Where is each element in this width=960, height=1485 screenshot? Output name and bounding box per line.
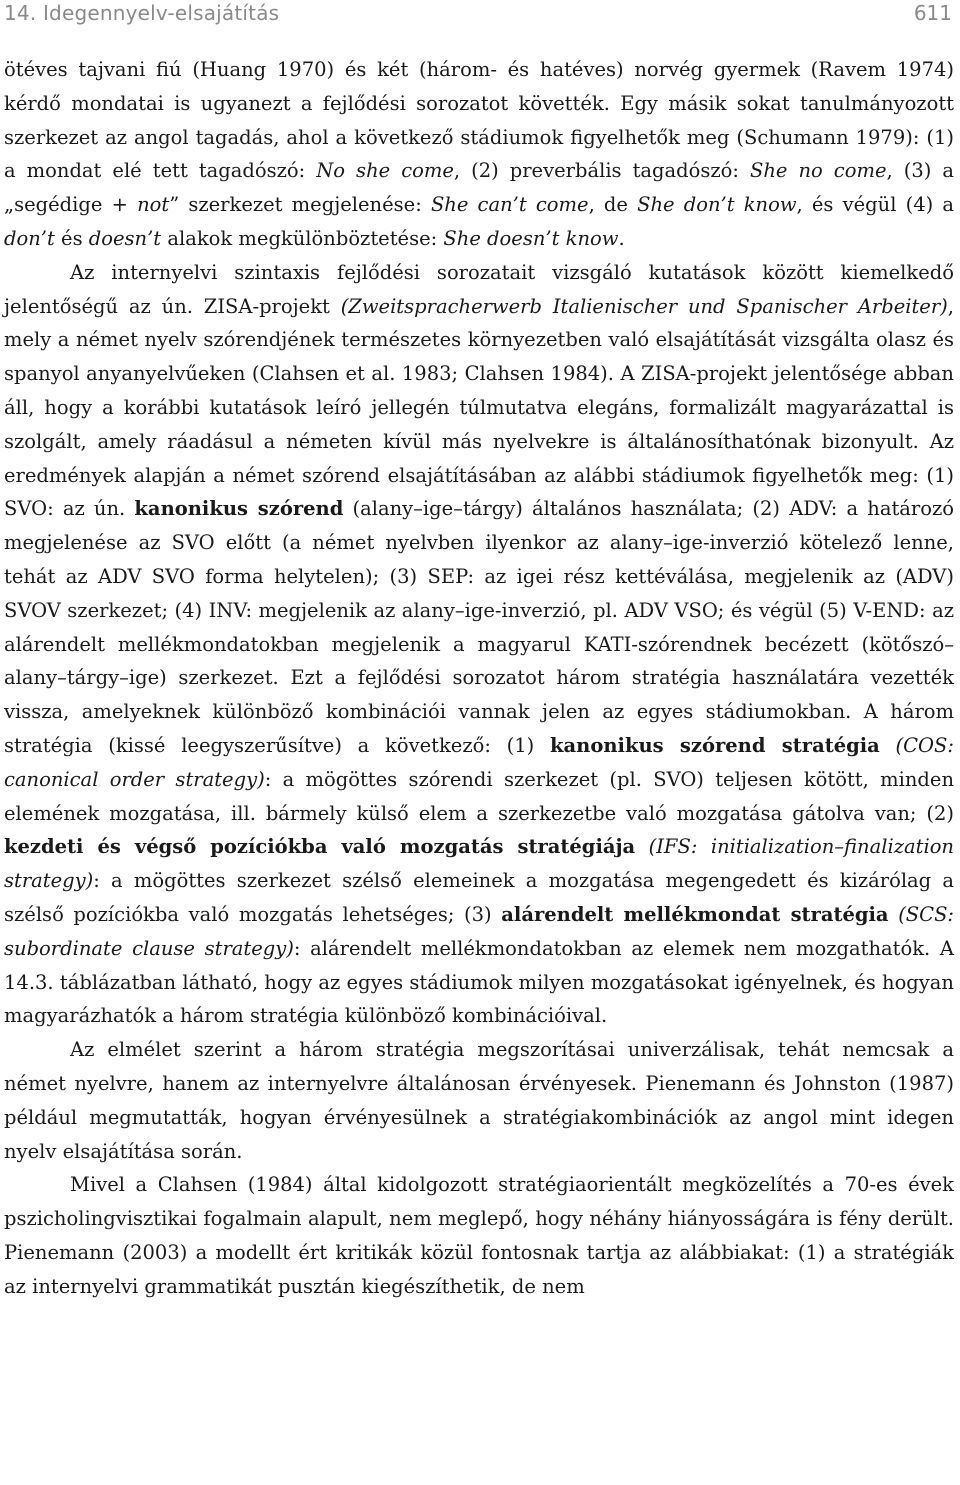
italic-text: doesn’t xyxy=(88,226,162,250)
paragraph-4 xyxy=(4,1168,954,1303)
text-run: , (2) preverbális tagadószó: xyxy=(453,159,750,183)
text-run: ” szerkezet megjelenése: xyxy=(169,193,431,217)
text-run: : alárendelt mellékmondatokban az elemek nem mozgathatók. A 14.3. táblázatban látható, hogy az egyes stádiumok milyen mozgatásokat igényelnek, és hogyan magyarázhatók a három stratégia különböző kombinációival. xyxy=(4,936,954,1028)
text-run: , és végül (4) a xyxy=(796,193,955,217)
italic-text: not xyxy=(137,193,170,217)
bold-term: kanonikus szórend xyxy=(134,497,344,521)
page-number: 611 xyxy=(913,1,952,25)
paragraph-3 xyxy=(4,1033,954,1168)
text-run: Mivel a Clahsen (1984) által kidolgozott stratégiaorientált megközelítés a 70-es évek pszicholingvisztikai fogalmain alapult, nem meglepő, hogy néhány hiányosságára is fény derült. Pienemann (2003) a modellt ért kritikák közül fontosnak tartja az alábbiakat: (1) a stratégiák az internyelvi grammatikát pusztán kiegészíthetik, de nem xyxy=(4,1173,954,1298)
text-run: . xyxy=(618,226,625,250)
text-run: és xyxy=(54,226,89,250)
text-run: : a mögöttes szerkezet szélső elemeinek a mozgatása megengedett és kizárólag a szélső pozíciókba való mozgatás lehetséges; (3) xyxy=(4,869,954,926)
text-run xyxy=(635,835,648,858)
italic-text: (COS: canonical order strategy) xyxy=(4,733,954,791)
text-run: , mely a német nyelv szórendjének természetes környezetben való elsajátítását vizsgálta olasz és spanyol anyanyelvűeken (Clahsen et al. 1983; Clahsen 1984). A ZISA-projekt jelentősége abban áll, hogy a korábbi kutatások leíró jellegén túlmutatva elegáns, formalizált magyarázattal is szolgált, amely ráadásul a németen kívül más nyelvekre is általánosíthatónak bizonyult. Az eredmények alapján a német szórend elsajátításában az alábbi stádiumok figyelhetők meg: (1) SVO: az ún. xyxy=(4,294,954,521)
italic-text: No she come xyxy=(316,159,454,183)
text-run: : a mögöttes szórendi szerkezet (pl. SVO) teljesen kötött, minden elemének mozgatása, ill. bármely külső elem a szerkezetbe való mozgatása gátolva van; (2) xyxy=(4,767,954,825)
text-run xyxy=(880,734,896,757)
paragraph-2 xyxy=(4,256,954,1033)
chapter-title: 14. Idegennyelv-elsajátítás xyxy=(4,1,280,25)
text-run: alakok megkülönböztetése: xyxy=(161,226,444,250)
text-run xyxy=(889,903,899,926)
italic-text: She doesn’t know xyxy=(443,226,619,250)
text-run: Az elmélet szerint a három stratégia megszorításai univerzálisak, tehát nemcsak a német nyelvre, hanem az internyelvre általánosan érvényesek. Pienemann és Johnston (1987) például megmutatták, hogyan érvényesülnek a stratégiakombinációk az angol mint idegen nyelv elsajátítása során. xyxy=(4,1038,954,1163)
bold-term: alárendelt mellékmondat stratégia xyxy=(501,902,889,926)
italic-text: She no come xyxy=(750,159,887,183)
text-run: (alany–ige–tárgy) általános használata; (2) ADV: a határozó megjelenése az SVO előtt (a német nyelvben ilyenkor az alany–ige-inverzió kötelező lenne, tehát az ADV SVO forma helytelen); (3) SEP: az igei rész kettéválása, megjelenik az (ADV) SVOV szerkezet; (4) INV: megjelenik az alany–ige-inverzió, pl. ADV VSO; és végül (5) V-END: az alárendelt mellékmondatokban megjelenik a magyarul KATI-szórendnek becézett (kötőszó–alany–tárgy–ige) szerkezet. Ezt a fejlődési sorozatot három stratégia használatára vezették vissza, amelyeknek különböző kombinációi vannak jelen az egyes stádiumokban. A három stratégia (kissé leegyszerűsítve) a következő: (1) xyxy=(4,497,954,757)
body-text xyxy=(4,53,954,1303)
text-run: ötéves tajvani fiú (Huang 1970) és két (három- és hatéves) norvég gyermek (Ravem 1974) kérdő mondatai is ugyanezt a fejlődési sorozatot követték. Egy másik sokat tanulmányozott szerkezet az angol tagadás, ahol a következő stádiumok figyelhetők meg (Schumann 1979): (1) a mondat elé tett tagadószó: xyxy=(4,58,954,183)
paragraph-1 xyxy=(4,53,954,256)
italic-text: (IFS: initialization–finalization strategy) xyxy=(4,835,954,893)
text-run: , de xyxy=(588,193,638,217)
italic-text: She don’t know xyxy=(637,193,797,217)
text-run: Az internyelvi szintaxis fejlődési sorozatait vizsgáló kutatások között kiemelkedő jelentőségű az ún. ZISA-projekt xyxy=(4,260,954,318)
bold-term: kanonikus szórend stratégia xyxy=(550,733,880,757)
italic-text: She can’t come xyxy=(430,193,589,217)
italic-text: (SCS: subordinate clause strategy) xyxy=(4,902,955,960)
text-run: , (3) a „segédige + xyxy=(4,159,954,217)
italic-text: don’t xyxy=(4,226,55,250)
running-header xyxy=(0,0,960,30)
italic-text: (Zweitspracherwerb Italienischer und Spanischer Arbeiter) xyxy=(340,294,948,318)
bold-term: kezdeti és végső pozíciókba való mozgatás stratégiája xyxy=(4,835,636,859)
